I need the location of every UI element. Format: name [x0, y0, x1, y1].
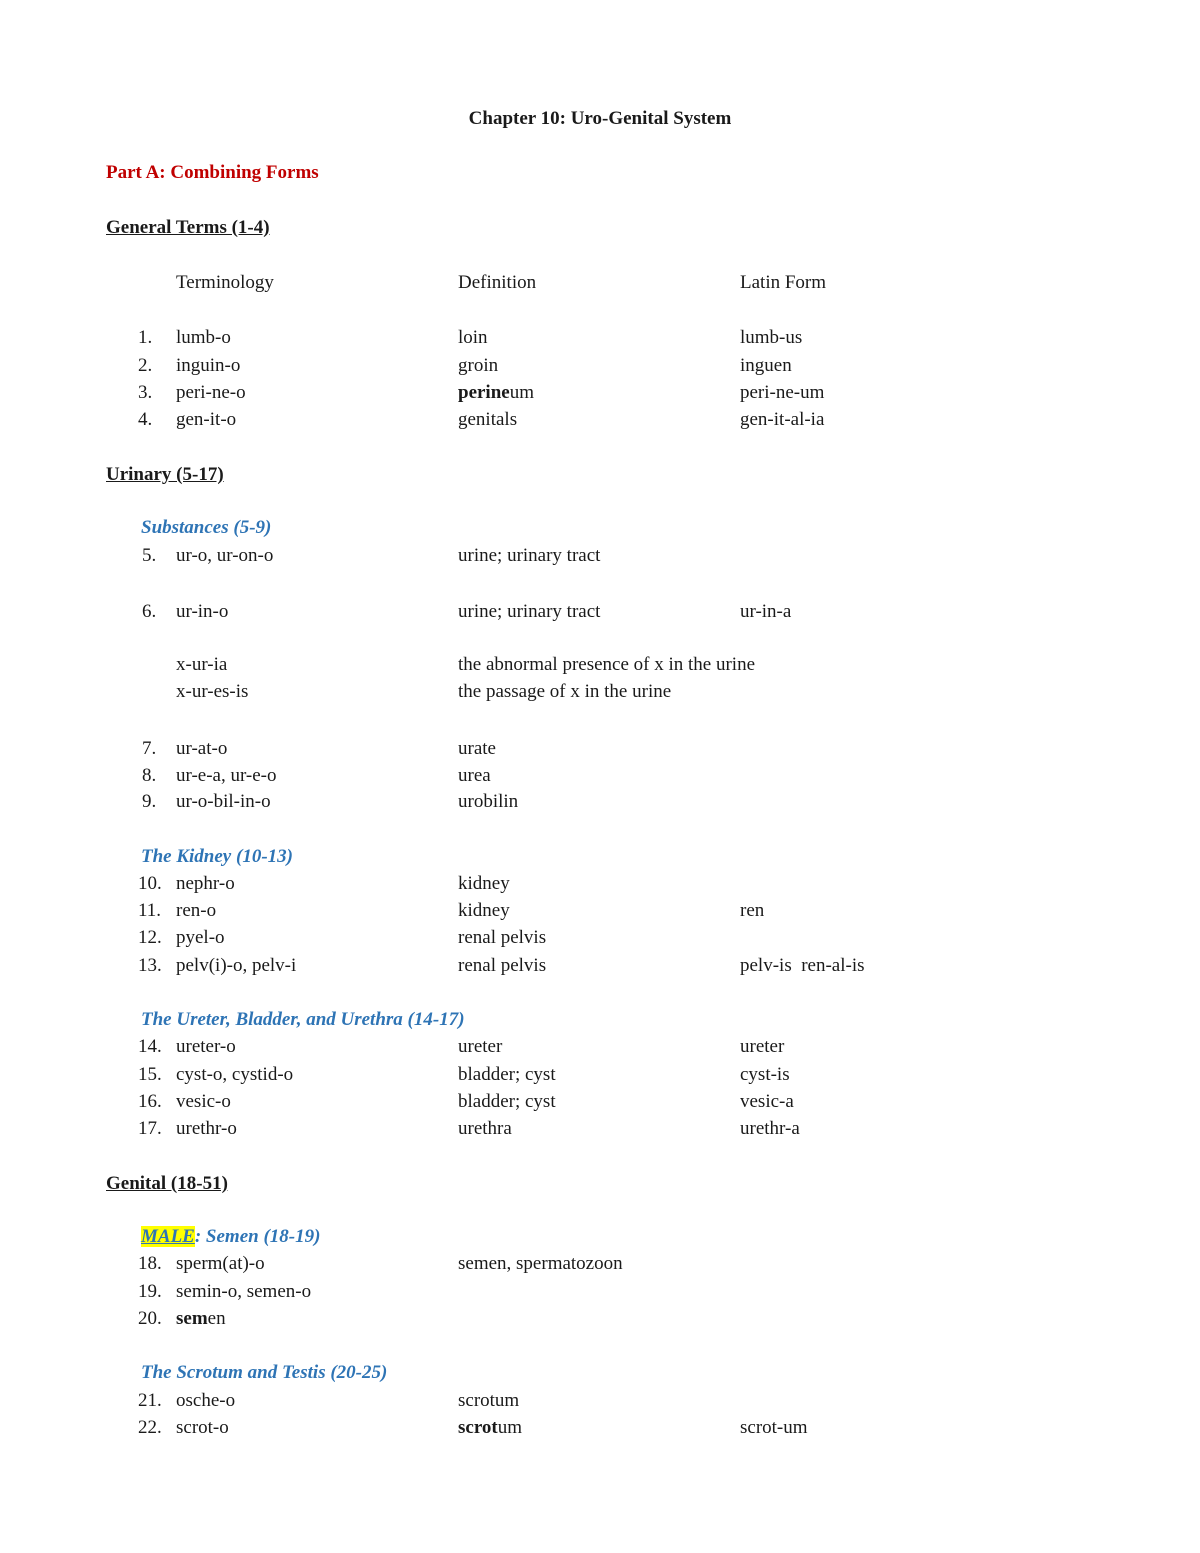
row-number: 11. [138, 900, 162, 921]
row-term: peri-ne-o [176, 382, 246, 403]
column-headers [0, 271, 1200, 295]
row-term: scrot-o [176, 1417, 229, 1438]
row-number: 14. [138, 1036, 162, 1057]
col-latin-form: Latin Form [740, 272, 827, 293]
term-row [0, 326, 1200, 350]
row-term: vesic-o [176, 1091, 231, 1112]
term-row [0, 544, 1200, 568]
row-definition: urine; urinary tract [458, 601, 601, 622]
row-term: ur-o-bil-in-o [176, 791, 271, 812]
row-term: osche-o [176, 1390, 236, 1411]
definition-rest-part: um [497, 1417, 523, 1438]
row-term: inguin-o [176, 355, 241, 376]
row-number: 7. [142, 738, 157, 759]
genital-heading: Genital (18-51) [106, 1173, 228, 1194]
scrotum-heading: The Scrotum and Testis (20-25) [141, 1362, 388, 1383]
row-definition: the passage of x in the urine [458, 681, 672, 702]
row-term: ur-o, ur-on-o [176, 545, 274, 566]
row-number: 1. [138, 327, 153, 348]
row-term: sperm(at)-o [176, 1253, 265, 1274]
row-definition: ureter [458, 1036, 503, 1057]
row-number: 9. [142, 791, 157, 812]
row-latin: inguen [740, 355, 792, 376]
male-semen-heading [141, 1225, 320, 1249]
row-term: ureter-o [176, 1036, 236, 1057]
male-highlight: MALE [141, 1226, 195, 1247]
term-row [0, 408, 1200, 432]
term-row [0, 600, 1200, 624]
row-term: ren-o [176, 900, 217, 921]
term-rest-part: en [207, 1308, 226, 1329]
row-latin: ureter [740, 1036, 785, 1057]
row-term: nephr-o [176, 873, 235, 894]
row-definition: urobilin [458, 791, 519, 812]
term-row [0, 354, 1200, 378]
row-term [176, 1307, 226, 1331]
row-definition: semen, spermatozoon [458, 1253, 623, 1274]
definition-bold-part: perine [458, 382, 510, 403]
row-latin: gen-it-al-ia [740, 409, 825, 430]
col-definition: Definition [458, 272, 537, 293]
row-definition: renal pelvis [458, 927, 547, 948]
row-definition: groin [458, 355, 499, 376]
row-number: 22. [138, 1417, 162, 1438]
row-definition: renal pelvis [458, 955, 547, 976]
row-number: 17. [138, 1118, 162, 1139]
row-term: x-ur-es-is [176, 681, 249, 702]
row-term: cyst-o, cystid-o [176, 1064, 294, 1085]
urinary-heading: Urinary (5-17) [106, 464, 224, 485]
col-terminology: Terminology [176, 272, 274, 293]
row-latin: scrot-um [740, 1417, 808, 1438]
term-row [0, 1389, 1200, 1413]
row-number: 20. [138, 1308, 162, 1329]
row-term: gen-it-o [176, 409, 237, 430]
row-number: 3. [138, 382, 153, 403]
ureter-heading: The Ureter, Bladder, and Urethra (14-17) [141, 1009, 465, 1030]
row-latin: ren [740, 900, 765, 921]
term-row [0, 872, 1200, 896]
row-definition: loin [458, 327, 488, 348]
term-row [0, 1252, 1200, 1276]
row-number: 2. [138, 355, 153, 376]
row-latin: peri-ne-um [740, 382, 825, 403]
term-row [0, 790, 1200, 814]
row-definition: kidney [458, 873, 510, 894]
row-term: urethr-o [176, 1118, 237, 1139]
row-term: pelv(i)-o, pelv-i [176, 955, 297, 976]
row-term: x-ur-ia [176, 654, 228, 675]
row-term: ur-at-o [176, 738, 228, 759]
kidney-heading: The Kidney (10-13) [141, 846, 293, 867]
row-definition [458, 381, 534, 405]
term-row [0, 737, 1200, 761]
row-number: 21. [138, 1390, 162, 1411]
row-definition: the abnormal presence of x in the urine [458, 654, 756, 675]
general-terms-heading: General Terms (1-4) [106, 217, 270, 238]
term-row [0, 1280, 1200, 1304]
row-number: 16. [138, 1091, 162, 1112]
row-latin: lumb-us [740, 327, 803, 348]
term-row [0, 381, 1200, 405]
row-number: 5. [142, 545, 157, 566]
row-definition: kidney [458, 900, 510, 921]
term-row [0, 1416, 1200, 1440]
page-title: Chapter 10: Uro-Genital System [468, 108, 732, 129]
row-term: lumb-o [176, 327, 231, 348]
row-number: 15. [138, 1064, 162, 1085]
row-number: 6. [142, 601, 157, 622]
row-definition: scrotum [458, 1390, 520, 1411]
term-row [0, 1035, 1200, 1059]
row-definition: urine; urinary tract [458, 545, 601, 566]
row-number: 19. [138, 1281, 162, 1302]
row-latin: pelv-is ren-al-is [740, 955, 865, 976]
term-row [0, 1090, 1200, 1114]
term-row [0, 653, 1200, 677]
row-definition: bladder; cyst [458, 1091, 556, 1112]
row-latin: vesic-a [740, 1091, 794, 1112]
term-row [0, 1117, 1200, 1141]
row-number: 18. [138, 1253, 162, 1274]
term-row [0, 1307, 1200, 1331]
row-latin: cyst-is [740, 1064, 790, 1085]
row-latin: urethr-a [740, 1118, 800, 1139]
term-bold-part: sem [176, 1308, 208, 1329]
term-row [0, 954, 1200, 978]
part-a-heading: Part A: Combining Forms [106, 162, 319, 183]
substances-heading: Substances (5-9) [141, 517, 272, 538]
semen-heading-text: : Semen (18-19) [194, 1226, 321, 1247]
row-definition: urate [458, 738, 496, 759]
row-term: ur-e-a, ur-e-o [176, 765, 277, 786]
row-definition: bladder; cyst [458, 1064, 556, 1085]
row-term: semin-o, semen-o [176, 1281, 312, 1302]
term-row [0, 1063, 1200, 1087]
row-number: 12. [138, 927, 162, 948]
row-definition: urea [458, 765, 491, 786]
row-term: ur-in-o [176, 601, 229, 622]
term-row [0, 899, 1200, 923]
row-number: 13. [138, 955, 162, 976]
row-number: 4. [138, 409, 153, 430]
term-row [0, 680, 1200, 704]
term-row [0, 764, 1200, 788]
row-definition [458, 1416, 522, 1440]
row-definition: genitals [458, 409, 518, 430]
row-latin: ur-in-a [740, 601, 792, 622]
definition-rest-part: um [509, 382, 534, 403]
definition-bold-part: scrot [458, 1417, 498, 1438]
row-definition: urethra [458, 1118, 512, 1139]
term-row [0, 926, 1200, 950]
row-number: 10. [138, 873, 162, 894]
row-term: pyel-o [176, 927, 225, 948]
row-number: 8. [142, 765, 157, 786]
